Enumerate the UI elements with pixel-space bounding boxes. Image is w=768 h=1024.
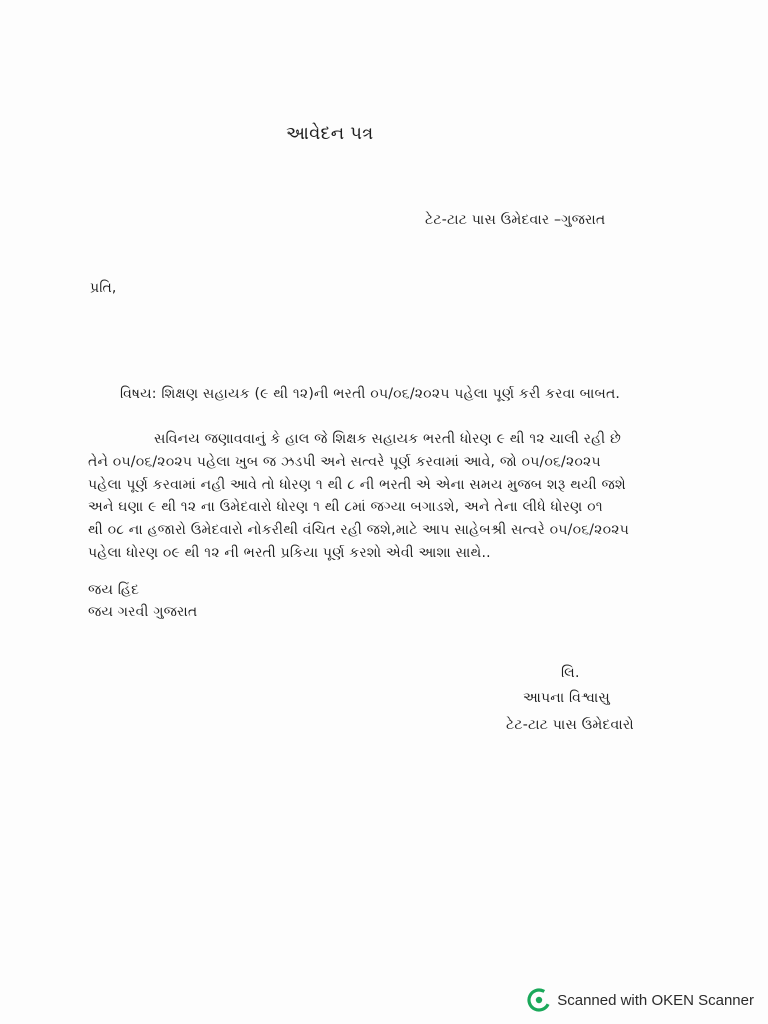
body-line: પહેલા પૂર્ણ કરવામાં નહી આવે તો ધોરણ ૧ થી ૮ ની ભરતી એ એના સમય મુજબ શરૂ થયી જશે: [88, 476, 626, 493]
signature-yours-faithfully: આપના વિશ્વાસુ: [523, 690, 610, 706]
signature-li: લિ.: [561, 665, 580, 681]
oken-scanner-logo-icon: [527, 988, 551, 1012]
sender-line: ટેટ-ટાટ પાસ ઉમેદવાર –ગુજરાત: [425, 212, 606, 228]
body-line: અને ઘણા ૯ થી ૧૨ ના ઉમેદવારો ધોરણ ૧ થી ૮માં જગ્યા બગાડશે, અને તેના લીધે ધોરણ ૦૧: [88, 499, 603, 516]
letter-title: આવેદન પત્ર: [286, 123, 374, 144]
body-line: થી ૦૮ ના હજારો ઉમેદવારો નોકરીથી વંચિત રહી જશે,માટે આપ સાહેબશ્રી સત્વરે ૦૫/૦૬/૨૦૨૫: [88, 522, 630, 539]
closing-jai-garvi-gujarat: જય ગરવી ગુજરાત: [88, 604, 198, 620]
watermark-text: Scanned with OKEN Scanner: [557, 991, 754, 1009]
letter-body: [88, 428, 668, 565]
body-line: તેને ૦૫/૦૬/૨૦૨૫ પહેલા ખુબ જ ઝડપી અને સત્વરે પૂર્ણ કરવામાં આવે, જો ૦૫/૦૬/૨૦૨૫: [88, 453, 601, 470]
scanner-watermark: [527, 986, 754, 1014]
signature-candidates: ટેટ-ટાટ પાસ ઉમેદવારો: [506, 717, 634, 733]
body-line: પહેલા ધોરણ ૦૯ થી ૧૨ ની ભરતી પ્રકિયા પૂર્ણ કરશો એવી આશા સાથે..: [88, 544, 491, 561]
body-line: સવિનય જણાવવાનું કે હાલ જે શિક્ષક સહાયક ભરતી ધોરણ ૯ થી ૧૨ ચાલી રહી છે: [154, 431, 621, 447]
subject-line: વિષય: શિક્ષણ સહાયક (૯ થી ૧૨)ની ભરતી ૦૫/૦૬/૨૦૨૫ પહેલા પૂર્ણ કરી કરવા બાબત.: [120, 386, 621, 402]
salutation: પ્રતિ,: [90, 280, 117, 296]
closing-jai-hind: જય હિંદ: [88, 582, 140, 598]
